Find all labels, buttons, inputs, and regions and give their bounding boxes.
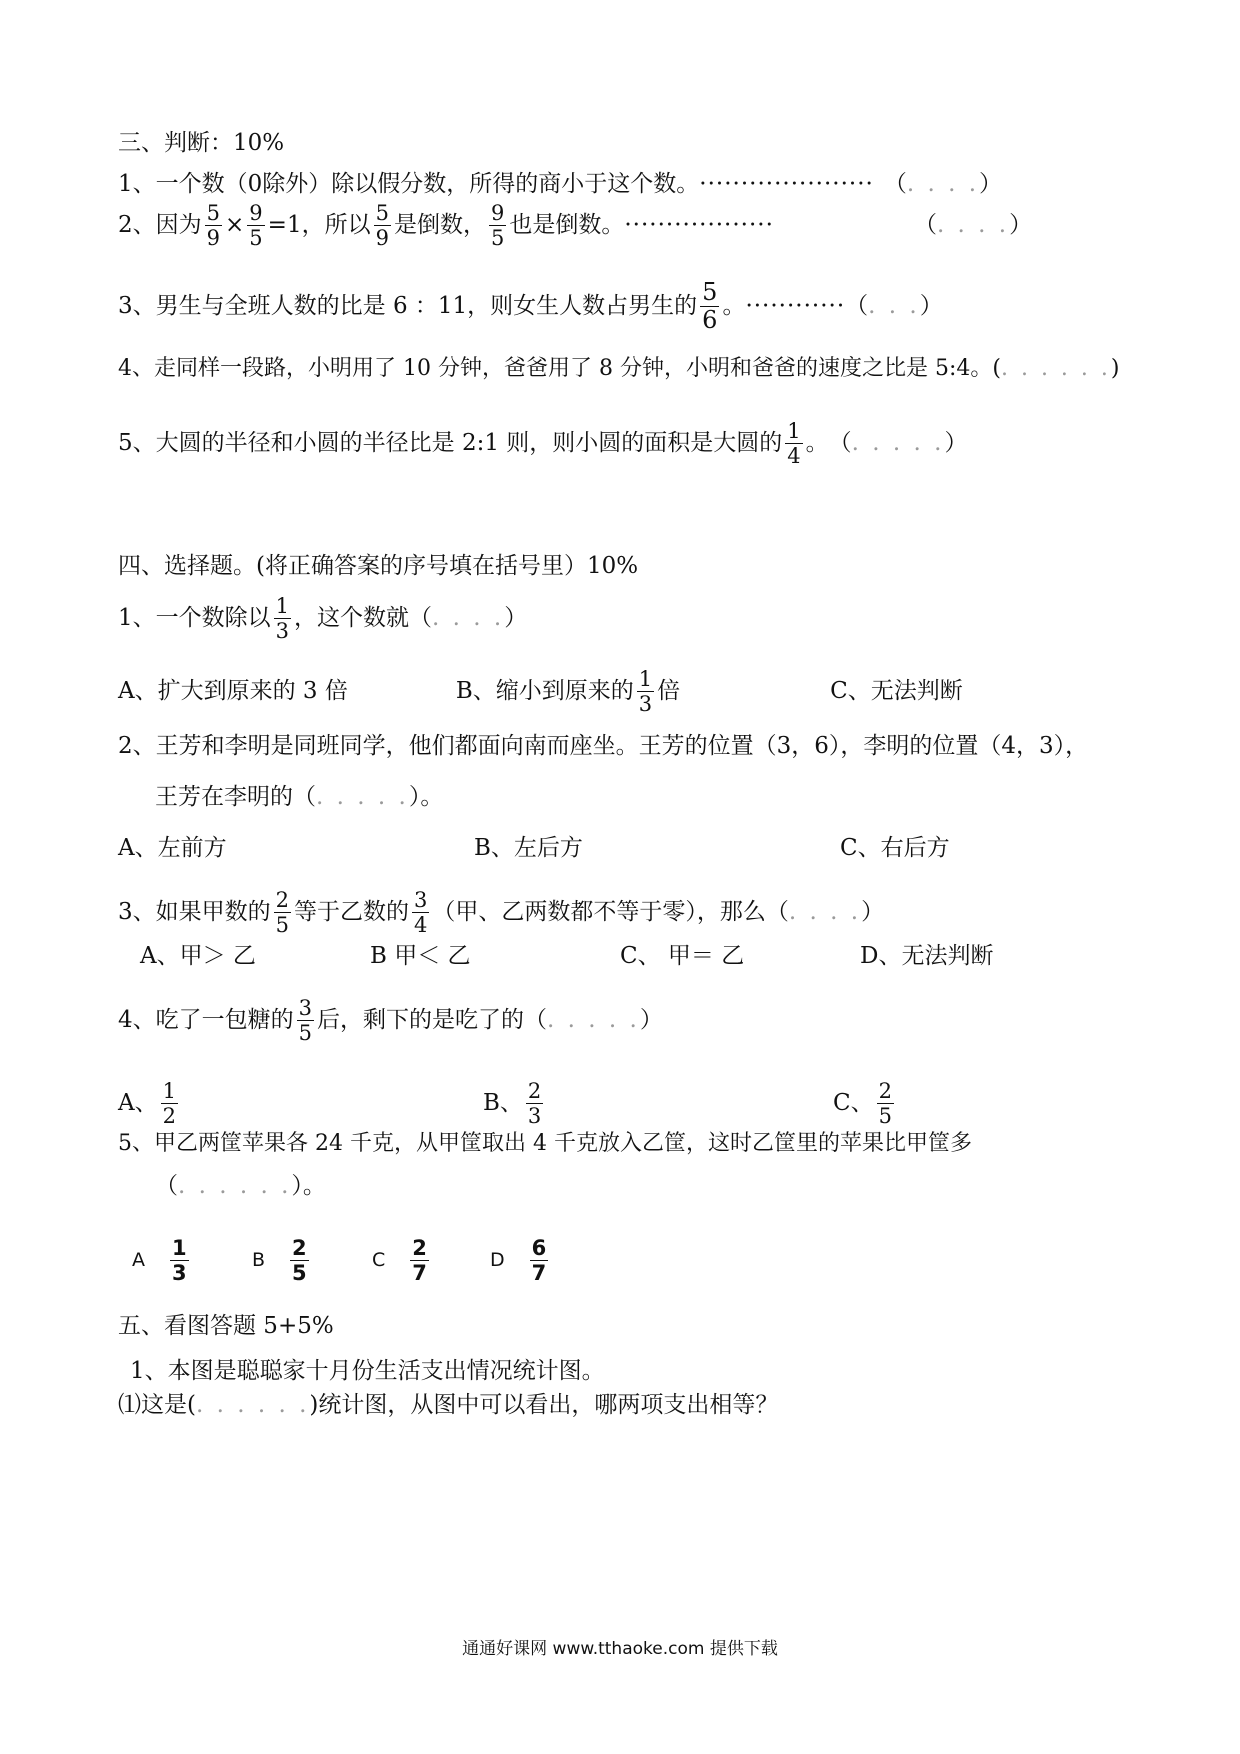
choice-q4-option-a[interactable]: A、 $\frac{1}{2}$ [118,1079,176,1129]
choice-q4-paren-close: ） [639,1007,663,1034]
choice-q1-options [118,668,963,715]
fraction: $\frac{1}{4}$ [787,419,801,469]
fraction: $\frac{2}{7}$ [412,1236,427,1286]
choice-q2-answer-blank[interactable]: . . . . . [316,784,409,810]
choice-q5-options [132,1237,551,1284]
choice-q4-answer-blank[interactable]: . . . . . [547,1007,640,1034]
choice-q4-pre: 4、吃了一包糖的 [118,1007,294,1034]
section5-heading: 五、看图答题 5+5% [118,1313,334,1339]
fraction: $\frac{1}{3}$ [638,667,653,717]
fraction: $\frac{5}{9}$ [375,201,389,251]
choice-q3-paren-close: ） [861,899,885,926]
choice-q1-answer-blank[interactable]: . . . . [432,605,505,632]
judge-q2-answer-blank[interactable]: . . . . [936,212,1010,239]
choice-q3-post: （甲、乙两数都不等于零），那么（ [432,899,789,926]
fraction: $\frac{1}{3}$ [172,1236,187,1286]
judge-q4-answer-blank[interactable]: . . . . . . [1000,356,1111,381]
judge-q1-text: 1、一个数（0除外）除以假分数，所得的商小于这个数。 [118,171,700,197]
choice-q5-option-a[interactable]: A $\frac{1}{3}$ [132,1236,187,1286]
choice-q4-option-c[interactable]: C、 $\frac{2}{5}$ [833,1079,892,1129]
judge-q3-answer-blank[interactable]: . . . [868,293,920,320]
judge-q2-paren-open: （ [913,212,937,239]
choice-q5-line2 [155,1175,326,1198]
chart-q1: 1、本图是聪聪家十月份生活支出情况统计图。 [130,1358,605,1384]
choice-q1-pre: 1、一个数除以 [118,605,271,632]
judge-q4-paren-close: ) [1110,356,1120,381]
choice-q5-post: ）。 [291,1173,326,1199]
chart-q1-sub [118,1394,778,1417]
judge-q3-paren-close: ） [919,293,943,320]
fraction: $\frac{6}{7}$ [531,1236,547,1286]
judge-q3-post: 。 [722,293,746,320]
judge-q1 [118,173,1002,196]
choice-q3-options [140,945,993,968]
choice-q3-pre: 3、如果甲数的 [118,899,271,926]
judge-q5-pre: 5、大圆的半径和小圆的半径比是 2:1 则，则小圆的面积是大圆的 [118,430,783,457]
judge-q5-paren-open: （ [828,430,852,457]
choice-q3-answer-blank[interactable]: . . . . [788,899,862,926]
judge-q1-dots: ····················· [699,171,874,197]
judge-q5-paren-close: ） [944,430,968,457]
judge-q1-paren-close: ） [979,171,1003,197]
choice-q3-mid: 等于乙数的 [294,899,410,926]
judge-q2-mid1: =1，所以 [267,212,371,239]
judge-q2-post: 也是倒数。 [509,212,625,239]
choice-q2-option-c[interactable]: C、右后方 [840,835,950,861]
judge-q1-paren-open: （ [883,171,907,197]
choice-q4-options [118,1080,897,1127]
fraction: $\frac{1}{2}$ [162,1079,176,1129]
choice-q2-options [118,837,950,860]
choice-q1 [118,595,527,642]
choice-q5-option-d[interactable]: D $\frac{6}{7}$ [490,1236,547,1286]
judge-q1-answer-blank[interactable]: . . . . [906,171,980,197]
judge-q3-paren-open: （ [845,293,869,320]
choice-q4 [118,997,663,1044]
choice-q5-pre: （ [155,1173,178,1199]
choice-q2-option-b[interactable]: B、左后方 [474,835,583,861]
choice-q5-answer-blank[interactable]: . . . . . . [178,1173,292,1199]
judge-q3-dots: ············ [745,293,846,320]
choice-q2-line1: 2、王芳和李明是同班同学，他们都面向南而座坐。王芳的位置（3，6），李明的位置（4，3）， [118,733,1089,759]
choice-q1-post: ，这个数就（ [294,605,433,632]
choice-q2-line2 [155,786,443,809]
footer-credit: 通通好课网 www.tthaoke.com 提供下载 [462,1639,778,1659]
fraction: $\frac{2}{3}$ [527,1079,542,1129]
choice-q5-option-b[interactable]: B $\frac{2}{5}$ [252,1236,307,1286]
times-sign: × [225,212,245,239]
fraction: $\frac{2}{5}$ [292,1236,307,1286]
judge-q2 [118,202,1032,249]
judge-q2-pre: 2、因为 [118,212,202,239]
choice-q2-option-a[interactable]: A、左前方 [118,835,227,861]
judge-q4-paren-open: ( [992,356,1001,381]
fraction: $\frac{5}{6}$ [702,278,718,335]
judge-q2-mid2: 是倒数， [393,212,486,239]
judge-q4-text: 4、走同样一段路，小明用了 10 分钟，爸爸用了 8 分钟，小明和爸爸的速度之比是 5:4。 [118,356,993,381]
choice-q3 [118,889,884,936]
chart-q1-sub-pre: ⑴这是( [118,1392,196,1418]
choice-q1-option-c[interactable]: C、无法判断 [830,678,963,705]
judge-q4 [118,358,1120,380]
choice-q2-post: ）。 [408,784,444,810]
fraction: $\frac{9}{5}$ [249,201,263,251]
section3-heading: 三、判断：10% [118,130,285,156]
choice-q5-line1: 5、甲乙两筐苹果各 24 千克，从甲筐取出 4 千克放入乙筐，这时乙筐里的苹果比甲筐多 [118,1131,972,1156]
chart-q1-sub-answer-blank[interactable]: . . . . . . [195,1392,310,1418]
choice-q1-option-a[interactable]: A、扩大到原来的 3 倍 [118,678,348,705]
fraction: $\frac{9}{5}$ [490,201,505,251]
fraction: $\frac{2}{5}$ [275,888,290,938]
fraction: $\frac{5}{9}$ [206,201,221,251]
choice-q5-option-c[interactable]: C $\frac{2}{7}$ [372,1236,427,1286]
choice-q2-pre: 王芳在李明的（ [155,784,316,810]
judge-q5 [118,420,967,467]
judge-q2-paren-close: ） [1009,212,1033,239]
choice-q1-paren-close: ） [504,605,528,632]
chart-q1-sub-post: )统计图，从图中可以看出，哪两项支出相等？ [309,1392,779,1418]
judge-q3 [118,280,943,333]
choice-q4-option-b[interactable]: B、 $\frac{2}{3}$ [483,1079,542,1129]
judge-q2-dots: ·················· [624,212,774,239]
choice-q4-post: 后，剩下的是吃了的（ [317,1007,548,1034]
fraction: $\frac{3}{5}$ [298,996,313,1046]
choice-q3-option-c[interactable]: C、 甲＝ 乙 [620,943,745,969]
fraction: $\frac{2}{5}$ [878,1079,892,1129]
fraction: $\frac{1}{3}$ [275,594,290,644]
judge-q3-pre: 3、男生与全班人数的比是 6 ：11，则女生人数占男生的 [118,293,698,320]
choice-q3-option-b[interactable]: B 甲＜ 乙 [370,943,471,969]
choice-q1-option-b-suffix: 倍 [657,678,681,705]
choice-q3-option-a[interactable]: A、甲＞ 乙 [140,943,256,969]
section4-heading: 四、选择题。(将正确答案的序号填在括号里）10% [118,553,639,579]
fraction: $\frac{3}{4}$ [414,888,428,938]
judge-q5-answer-blank[interactable]: . . . . . [851,430,945,457]
choice-q1-option-b[interactable]: B、缩小到原来的 [455,678,634,705]
judge-q5-post: 。 [805,430,829,457]
choice-q3-option-d[interactable]: D、无法判断 [860,943,994,969]
